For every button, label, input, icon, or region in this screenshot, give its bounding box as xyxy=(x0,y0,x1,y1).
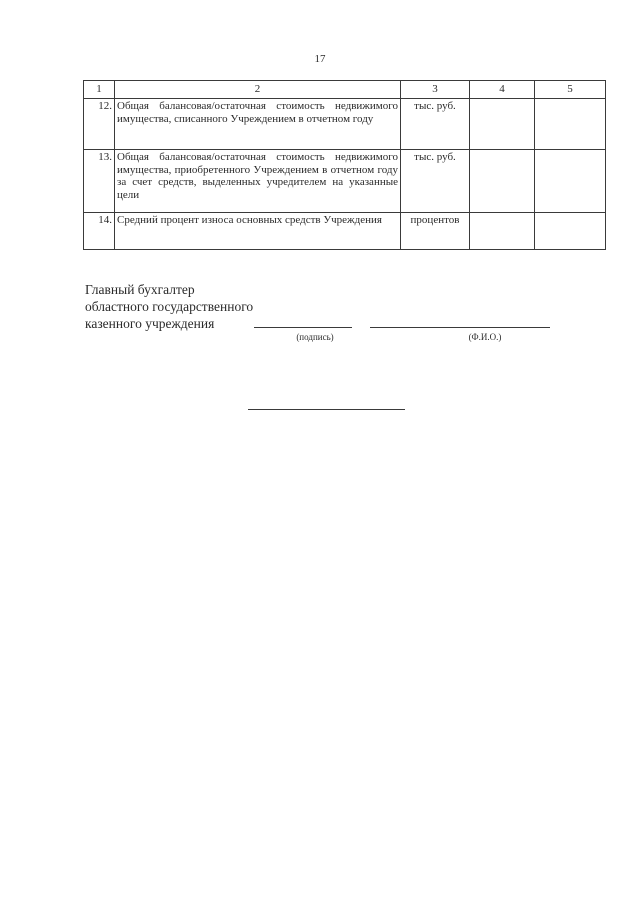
header-col-2: 2 xyxy=(115,81,401,99)
table-row xyxy=(84,150,606,213)
table-row xyxy=(84,99,606,150)
name-line xyxy=(370,327,550,328)
row-unit: тыс. руб. xyxy=(401,99,470,150)
row-description: Средний процент износа основных средств Учреждения xyxy=(115,213,401,250)
row-value-col4 xyxy=(470,99,535,150)
row-number: 14. xyxy=(84,213,115,250)
header-col-1: 1 xyxy=(84,81,115,99)
row-unit: тыс. руб. xyxy=(401,150,470,213)
row-value-col4 xyxy=(470,213,535,250)
row-number: 13. xyxy=(84,150,115,213)
signature-title-line-2: областного государственного xyxy=(85,299,254,314)
row-value-col5 xyxy=(535,99,606,150)
header-col-5: 5 xyxy=(535,81,606,99)
signature-title-line-1: Главный бухгалтер xyxy=(85,282,195,297)
table-header-row xyxy=(84,81,606,99)
row-description: Общая балансовая/остаточная стоимость недвижимого имущества, списанного Учреждением в отчетном году xyxy=(115,99,401,150)
header-col-3: 3 xyxy=(401,81,470,99)
row-description: Общая балансовая/остаточная стоимость недвижимого имущества, приобретенного Учреждением в отчетном году за счет средств, выделенных учредителем на указанные цели xyxy=(115,150,401,213)
row-value-col5 xyxy=(535,150,606,213)
page-number: 17 xyxy=(314,53,326,65)
name-caption: (Ф.И.О.) xyxy=(468,332,502,342)
header-col-4: 4 xyxy=(470,81,535,99)
signature-line xyxy=(254,327,352,328)
signature-block xyxy=(85,281,253,332)
signature-caption: (подпись) xyxy=(296,332,334,342)
row-number: 12. xyxy=(84,99,115,150)
row-value-col5 xyxy=(535,213,606,250)
report-table xyxy=(83,80,606,250)
signature-title-line-3: казенного учреждения xyxy=(85,316,215,331)
document-end-line xyxy=(248,409,405,410)
row-unit: процентов xyxy=(401,213,470,250)
table-row xyxy=(84,213,606,250)
row-value-col4 xyxy=(470,150,535,213)
